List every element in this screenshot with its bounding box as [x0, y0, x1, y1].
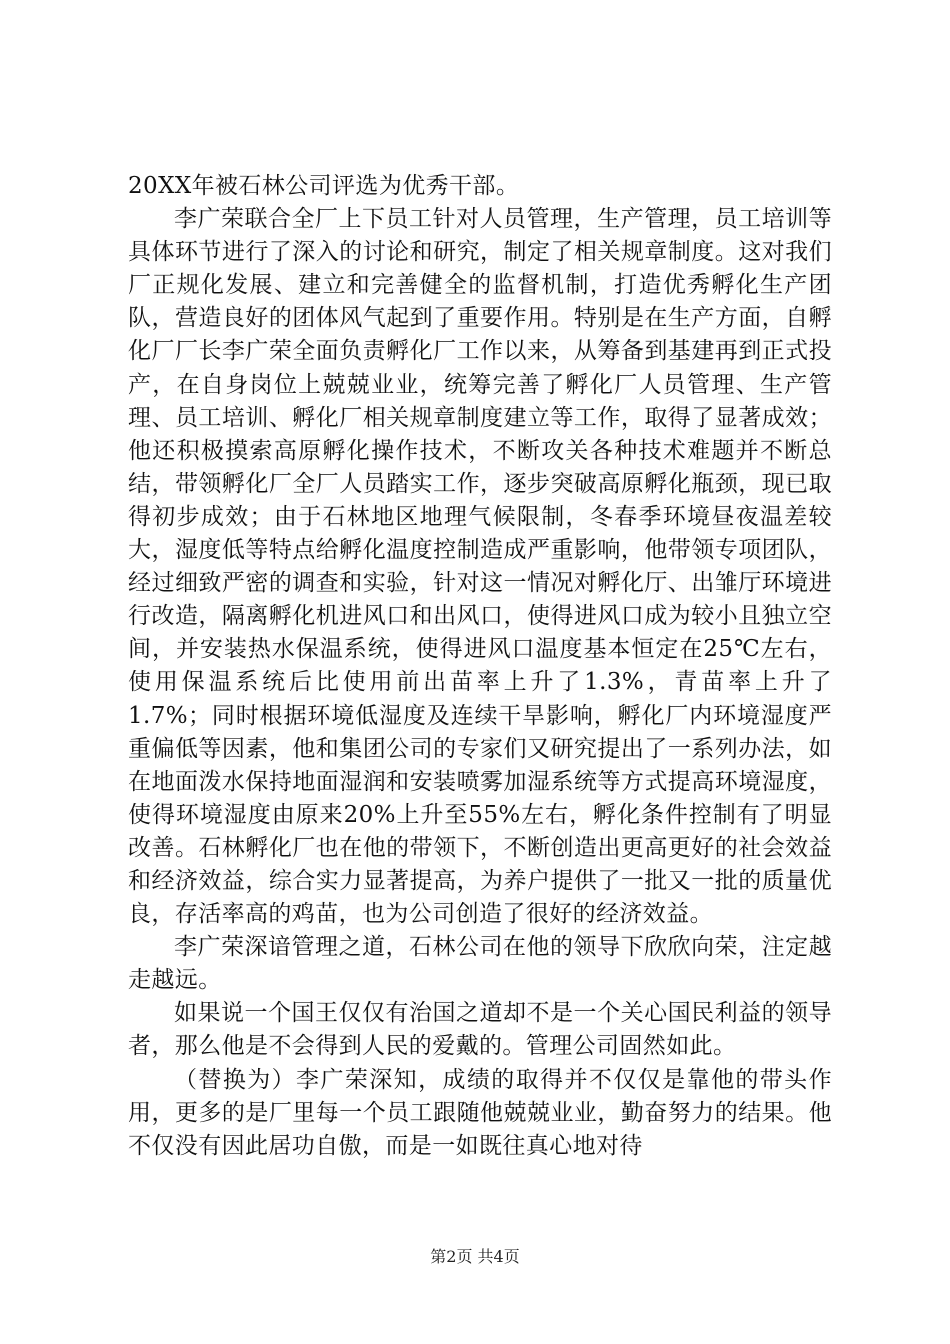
paragraph-management-way: 李广荣深谙管理之道，石林公司在他的领导下欣欣向荣，注定越走越远。 [128, 934, 832, 994]
page-number-footer: 第2页 共4页 [430, 1247, 520, 1266]
paragraph-management-achievements: 李广荣联合全厂上下员工针对人员管理，生产管理，员工培训等具体环节进行了深入的讨论和研究，制定了相关规章制度。这对我们厂正规化发展、建立和完善健全的监督机制，打造优秀孵化生产团队，营造良好的团体风气起到了重要作用。特别是在生产方面，自孵化厂厂长李广荣全面负责孵化厂工作以来，从筹备到基建再到正式投产，在自身岗位上兢兢业业，统筹完善了孵化厂人员管理、生产管理、员工培训、孵化厂相关规章制度建立等工作，取得了显著成效；他还积极摸索高原孵化操作技术，不断攻关各种技术难题并不断总结，带领孵化厂全厂人员踏实工作，逐步突破高原孵化瓶颈，现已取得初步成效；由于石林地区地理气候限制，冬春季环境昼夜温差较大，湿度低等特点给孵化温度控制造成严重影响，他带领专项团队，经过细致严密的调查和实验，针对这一情况对孵化厅、出雏厅环境进行改造，隔离孵化机进风口和出风口，使得进风口成为较小且独立空间，并安装热水保温系统，使得进风口温度基本恒定在25℃左右，使用保温系统后比使用前出苗率上升了1.3%，青苗率上升了1.7%；同时根据环境低湿度及连续干旱影响，孵化厂内环境湿度严重偏低等因素，他和集团公司的专家们又研究提出了一系列办法，如在地面泼水保持地面湿润和安装喷雾加湿系统等方式提高环境湿度，使得环境湿度由原来20%上升至55%左右，孵化条件控制有了明显改善。石林孵化厂也在他的带领下，不断创造出更高更好的社会效益和经济效益，综合实力显著提高，为养户提供了一批又一批的质量优良，存活率高的鸡苗，也为公司创造了很好的经济效益。 [128, 206, 832, 928]
paragraph-replacement: （替换为）李广荣深知，成绩的取得并不仅仅是靠他的带头作用，更多的是厂里每一个员工跟随他兢兢业业，勤奋努力的结果。他不仅没有因此居功自傲，而是一如既往真心地对待 [128, 1066, 832, 1159]
paragraph-continuation: 20XX年被石林公司评选为优秀干部。 [128, 173, 520, 199]
document-body [128, 170, 832, 1163]
paragraph-king-analogy: 如果说一个国王仅仅有治国之道却不是一个关心国民利益的领导者，那么他是不会得到人民的爱戴的。管理公司固然如此。 [128, 1000, 832, 1060]
